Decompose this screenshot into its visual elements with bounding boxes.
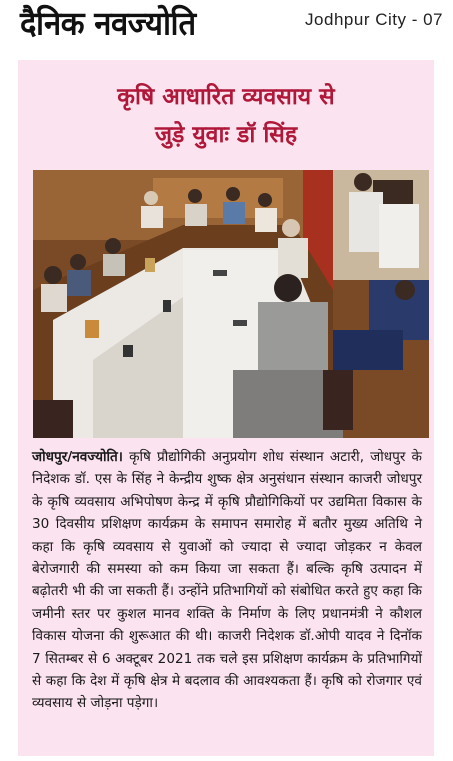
headline-line-2: जुड़े युवाः डॉ सिंह [154,122,298,148]
article-body [32,446,422,715]
article-photo [33,170,429,438]
article-body-text: कृषि प्रौद्योगिकी अनुप्रयोग शोध संस्थान अटारी, जोधपुर के निदेशक डॉ. एस के सिंह ने केन्द्रीय शुष्क क्षेत्र अनुसंधान संस्थान काजरी जोधपुर के कृषि व्यवसाय अभिपोषण केन्द्र में कृषि प्रौद्योगिकियों पर उद्यमिता विकास के 30 दिवसीय प्रशिक्षण कार्यक्रम के समापन समारोह में बतौर मुख्य अतिथि ने कहा कि कृषि व्यवसाय से युवाओं को ज्यादा से ज्यादा जोड़कर न केवल बेरोजगारी की समस्या को कम किया जा सकता हैं। बल्कि कृषि उत्पादन में बढ़ोतरी भी की जा सकती हैं। उन्होंने प्रतिभागियों को संबोधित करते हुए कहा कि जमीनी स्तर पर कुशल मानव शक्ति के निर्माण के लिए प्रधानमंत्री ने कौशल विकास योजना की शुरूआत की थी। काजरी निदेशक डॉ.ओपी यादव ने दिनॉक 7 सितम्बर से 6 अक्टूबर 2021 तक चले इस प्रशिक्षण कार्यक्रम के प्रतिभागियों से कहा कि देश में कृषि क्षेत्र मे बदलाव की आवश्यकता हैं। कृषि को रोजगार एवं व्यवसाय से जोड़ना पड़ेगा। [32,449,422,712]
meeting-photo-illustration [33,170,429,438]
article-headline [18,78,434,154]
edition-page-label: Jodhpur City - 07 [305,10,443,29]
newspaper-name: दैनिक नवज्योति [20,5,196,43]
news-article [18,60,434,756]
headline-line-1: कृषि आधारित व्यवसाय से [117,84,335,110]
article-dateline: जोधपुर/नवज्योति। [32,449,123,465]
masthead [0,0,453,52]
